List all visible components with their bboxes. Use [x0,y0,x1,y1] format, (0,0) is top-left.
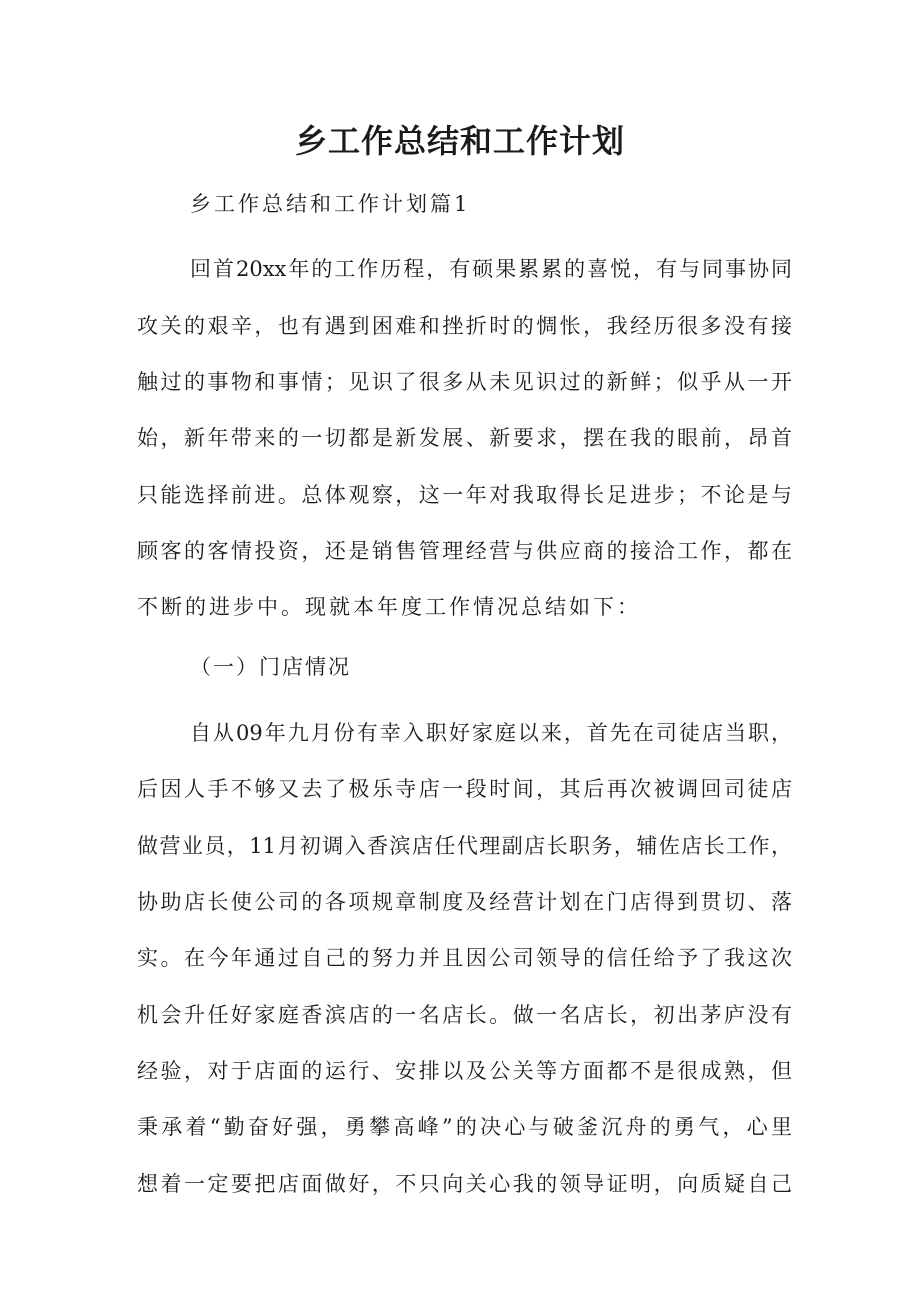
paragraph-2-line: 协助店长使公司的各项规章制度及经营计划在门店得到贯切、落 [137,890,792,914]
paragraph-2-line: 想着一定要把店面做好，不只向关心我的领导证明，向质疑自己 [137,1172,792,1196]
paragraph-1-line: 始，新年带来的一切都是新发展、新要求，摆在我的眼前，昂首 [137,426,792,450]
paragraph-2-line: 机会升任好家庭香滨店的一名店长。做一名店长，初出茅庐没有 [137,1003,792,1027]
paragraph-2-line: 做营业员，11月初调入香滨店任代理副店长职务，辅佐店长工作， [137,834,792,858]
paragraph-2-line: 后因人手不够又去了极乐寺店一段时间，其后再次被调回司徒店 [137,777,792,801]
paragraph-1-line: 不断的进步中。现就本年度工作情况总结如下： [137,595,641,619]
document-title: 乡工作总结和工作计划 [294,122,625,160]
paragraph-2-line: 实。在今年通过自己的努力并且因公司领导的信任给予了我这次 [137,946,792,970]
paragraph-1-line: 攻关的艰辛，也有遇到困难和挫折时的惆怅，我经历很多没有接 [137,314,792,338]
section-heading: （一）门店情况 [190,655,351,679]
paragraph-2-line: 自从09年九月份有幸入职好家庭以来，首先在司徒店当职， [190,721,792,745]
paragraph-1-line: 触过的事物和事情；见识了很多从未见识过的新鲜；似乎从一开 [137,370,792,394]
paragraph-1-line: 顾客的客情投资，还是销售管理经营与供应商的接洽工作，都在 [137,539,792,563]
paragraph-1-line: 回首20xx年的工作历程，有硕果累累的喜悦，有与同事协同 [190,257,792,281]
document-subtitle: 乡工作总结和工作计划篇1 [190,192,471,216]
paragraph-2-line: 经验，对于店面的运行、安排以及公关等方面都不是很成熟，但 [137,1059,792,1083]
paragraph-1-line: 只能选择前进。总体观察，这一年对我取得长足进步；不论是与 [137,483,792,507]
paragraph-2-line: 秉承着“勤奋好强，勇攀高峰”的决心与破釜沉舟的勇气，心里 [137,1115,792,1139]
